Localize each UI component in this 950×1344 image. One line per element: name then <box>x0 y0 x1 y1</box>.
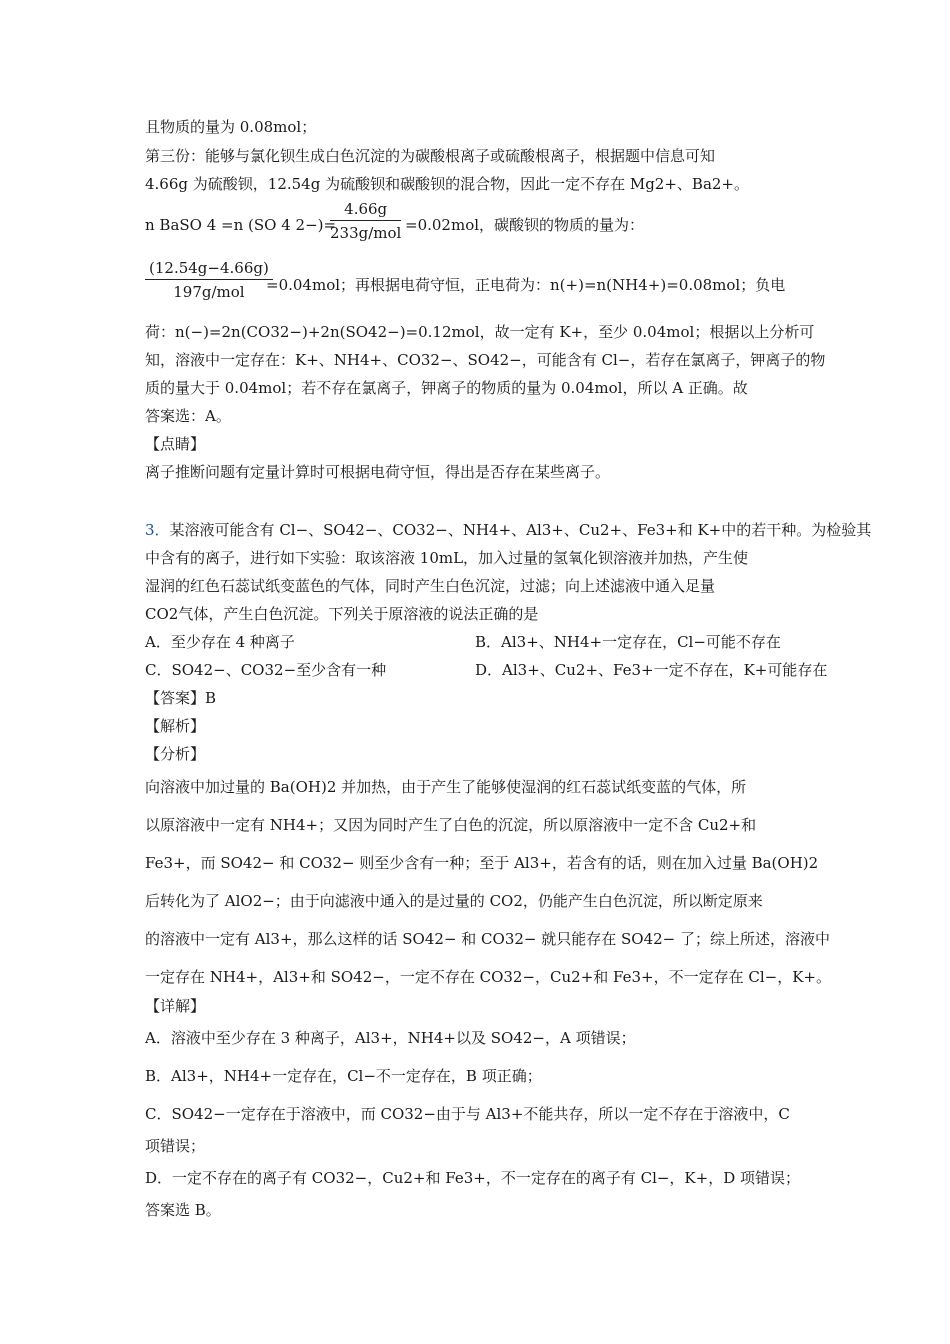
text-line: 湿润的红色石蕊试纸变蓝色的气体，同时产生白色沉淀，过滤；向上述滤液中通入足量 <box>145 577 716 595</box>
fraction-numerator: 4.66g <box>330 200 401 221</box>
question-text: 某溶液可能含有 Cl−、SO42−、CO32−、NH4+、Al3+、Cu2+、Fe3+和 K+中的若干种。为检验其 <box>169 521 872 539</box>
option-c: C．SO42−、CO32−至少含有一种 <box>145 661 387 679</box>
text-line: 后转化为了 AlO2−；由于向滤液中通入的是过量的 CO2，仍能产生白色沉淀，所以断定原来 <box>145 892 763 910</box>
question-3 <box>145 520 871 540</box>
text-line: 第三份：能够与氯化钡生成白色沉淀的为碳酸根离子或硫酸根离子，根据题中信息可知 <box>145 147 716 165</box>
text-line: CO2气体，产生白色沉淀。下列关于原溶液的说法正确的是 <box>145 605 539 623</box>
text-line: 荷：n(−)=2n(CO32−)+2n(SO42−)=0.12mol，故一定有 K+，至少 0.04mol；根据以上分析可 <box>145 323 815 341</box>
answer-label: 【答案】B <box>145 689 217 707</box>
formula-left: n BaSO 4 =n (SO 4 2−)= <box>145 216 337 234</box>
fraction-denominator: 233g/mol <box>330 224 402 242</box>
text-line: 中含有的离子，进行如下实验：取该溶液 10mL，加入过量的氢氧化钡溶液并加热，产生使 <box>145 549 749 567</box>
text-line: =0.04mol；再根据电荷守恒，正电荷为：n(+)=n(NH4+)=0.08mol；负电 <box>266 276 786 294</box>
section-heading: 【点睛】 <box>145 435 206 453</box>
text-line: Fe3+，而 SO42− 和 CO32− 则至少含有一种；至于 Al3+，若含有的话，则在加入过量 Ba(OH)2 <box>145 854 819 872</box>
section-heading: 【详解】 <box>145 997 206 1015</box>
fraction-numerator: (12.54g−4.66g) <box>145 259 273 280</box>
text-line: 答案选：A。 <box>145 407 231 425</box>
text-line: 知，溶液中一定存在：K+、NH4+、CO32−、SO42−，可能含有 Cl−，若存在氯离子，钾离子的物 <box>145 351 826 369</box>
fraction-barium-sulfate <box>330 200 401 242</box>
text-line: D．一定不存在的离子有 CO32−，Cu2+和 Fe3+，不一定存在的离子有 Cl−，K+，D 项错误； <box>145 1169 801 1187</box>
fraction-denominator: 197g/mol <box>173 283 245 301</box>
text-line: 的溶液中一定有 Al3+，那么这样的话 SO42− 和 CO32− 就只能存在 SO42− 了；综上所述，溶液中 <box>145 930 831 948</box>
text-line: A．溶液中至少存在 3 种离子，Al3+，NH4+以及 SO42−，A 项错误； <box>145 1029 636 1047</box>
question-number: 3． <box>145 521 170 539</box>
option-d: D．Al3+、Cu2+、Fe3+一定不存在，K+可能存在 <box>475 661 828 679</box>
section-heading: 【分析】 <box>145 745 206 763</box>
text-line: 答案选 B。 <box>145 1201 221 1219</box>
text-line: B．Al3+，NH4+一定存在，Cl−不一定存在，B 项正确； <box>145 1067 542 1085</box>
formula-right: =0.02mol，碳酸钡的物质的量为： <box>405 216 645 234</box>
text-line: 离子推断问题有定量计算时可根据电荷守恒，得出是否存在某些离子。 <box>145 463 611 481</box>
text-line: 且物质的量为 0.08mol； <box>145 118 317 136</box>
text-line: 项错误； <box>145 1137 206 1155</box>
option-a: A．至少存在 4 种离子 <box>145 633 295 651</box>
text-line: 向溶液中加过量的 Ba(OH)2 并加热，由于产生了能够使湿润的红石蕊试纸变蓝的气体，所 <box>145 778 747 796</box>
option-b: B．Al3+、NH4+一定存在，Cl−可能不存在 <box>475 633 781 651</box>
text-line: C．SO42−一定存在于溶液中，而 CO32−由于与 Al3+不能共存，所以一定不存在于溶液中，C <box>145 1105 790 1123</box>
text-line: 质的量大于 0.04mol；若不存在氯离子，钾离子的物质的量为 0.04mol，所以 A 正确。故 <box>145 379 748 397</box>
fraction-barium-carbonate <box>145 259 273 301</box>
text-line: 以原溶液中一定有 NH4+；又因为同时产生了白色的沉淀，所以原溶液中一定不含 Cu2+和 <box>145 816 757 834</box>
section-heading: 【解析】 <box>145 717 206 735</box>
text-line: 一定存在 NH4+，Al3+和 SO42−，一定不存在 CO32−，Cu2+和 Fe3+，不一定存在 Cl−，K+。 <box>145 968 832 986</box>
text-line: 4.66g 为硫酸钡，12.54g 为硫酸钡和碳酸钡的混合物，因此一定不存在 Mg2+、Ba2+。 <box>145 175 750 193</box>
